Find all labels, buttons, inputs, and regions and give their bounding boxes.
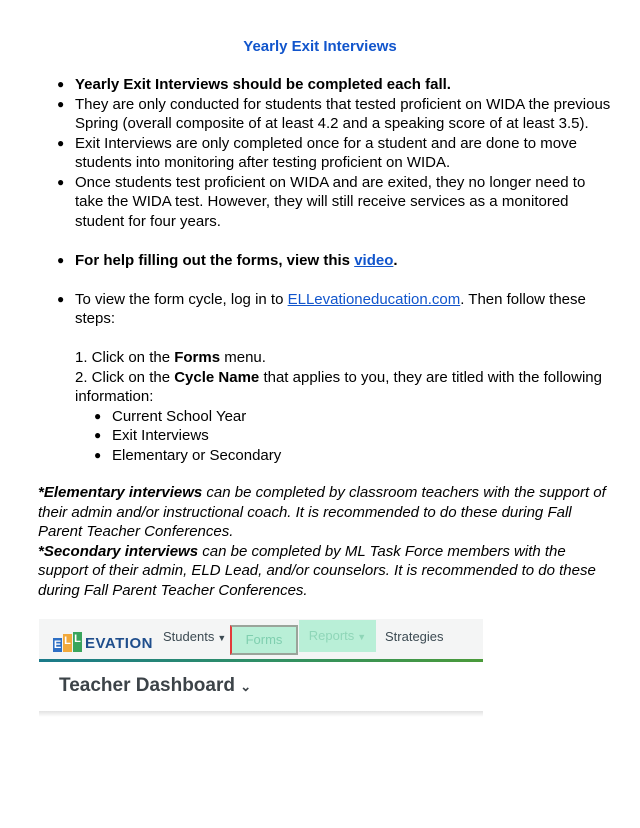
chevron-down-icon: ▼ xyxy=(217,633,227,643)
secondary-note: *Secondary interviews can be completed by ML Task Force members with the support of their admin, ELD Lead, and/or counselors. It is recommended to do these during Fall Parent Teacher Conferences. xyxy=(38,542,596,599)
nav-strategies[interactable]: Strategies xyxy=(385,629,444,644)
list-item: ● Exit Interviews xyxy=(94,426,612,446)
list-item: ● Yearly Exit Interviews should be completed each fall. xyxy=(57,75,612,95)
page-title: Yearly Exit Interviews xyxy=(243,38,397,55)
ellevation-screenshot xyxy=(39,619,483,719)
nav-accent-bar xyxy=(39,659,483,662)
login-item: ● To view the form cycle, log in to ELLevationeducation.com. Then follow these steps: xyxy=(57,290,612,329)
list-item: ● Once students test proficient on WIDA and are exited, they no longer need to take the WIDA test. However, they will still receive services as a monitored student for four years. xyxy=(57,173,612,232)
logo-block-l2: L xyxy=(73,632,82,652)
help-video-item: ● For help filling out the forms, view this video. xyxy=(57,251,612,271)
list-item: ● They are only conducted for students that tested proficient on WIDA the previous Spring (overall composite of at least 4.2 and a speaking score of at least 3.5). xyxy=(57,95,612,134)
step-1: 1. Click on the Forms menu. xyxy=(75,349,266,366)
bullet-list xyxy=(57,75,612,231)
steps xyxy=(75,348,612,407)
list-item: ● Current School Year xyxy=(94,407,612,427)
nav-reports[interactable]: Reports ▼ xyxy=(299,620,376,652)
nav-students[interactable]: Students ▼ xyxy=(163,629,227,644)
list-item: ● Elementary or Secondary xyxy=(94,446,612,466)
divider xyxy=(39,711,483,717)
dashboard-title[interactable]: Teacher Dashboard ⌄ xyxy=(59,675,252,696)
ellevation-logo xyxy=(53,632,153,652)
nav-forms[interactable]: Forms xyxy=(230,625,298,655)
elementary-note: *Elementary interviews can be completed by classroom teachers with the support of their admin and/or instructional coach. It is recommended to do these during Fall Parent Teacher Conferences. xyxy=(38,484,606,540)
step-2: 2. Click on the Cycle Name that applies to you, they are titled with the following information: xyxy=(75,368,602,405)
logo-block-e: E xyxy=(53,639,62,651)
ellevation-link[interactable]: ELLevationeducation.com xyxy=(287,290,461,308)
logo-word: EVATION xyxy=(85,635,153,652)
chevron-down-icon: ▼ xyxy=(357,632,367,642)
video-link[interactable]: video xyxy=(354,251,394,269)
notes xyxy=(38,483,608,600)
ellevation-nav-bar xyxy=(39,619,483,661)
chevron-down-icon: ⌄ xyxy=(240,679,252,694)
instructions xyxy=(57,75,612,465)
cycle-info-list xyxy=(57,407,612,466)
list-item: ● Exit Interviews are only completed once for a student and are done to move students into monitoring after testing proficient on WIDA. xyxy=(57,134,612,173)
logo-block-l1: L xyxy=(63,634,72,652)
